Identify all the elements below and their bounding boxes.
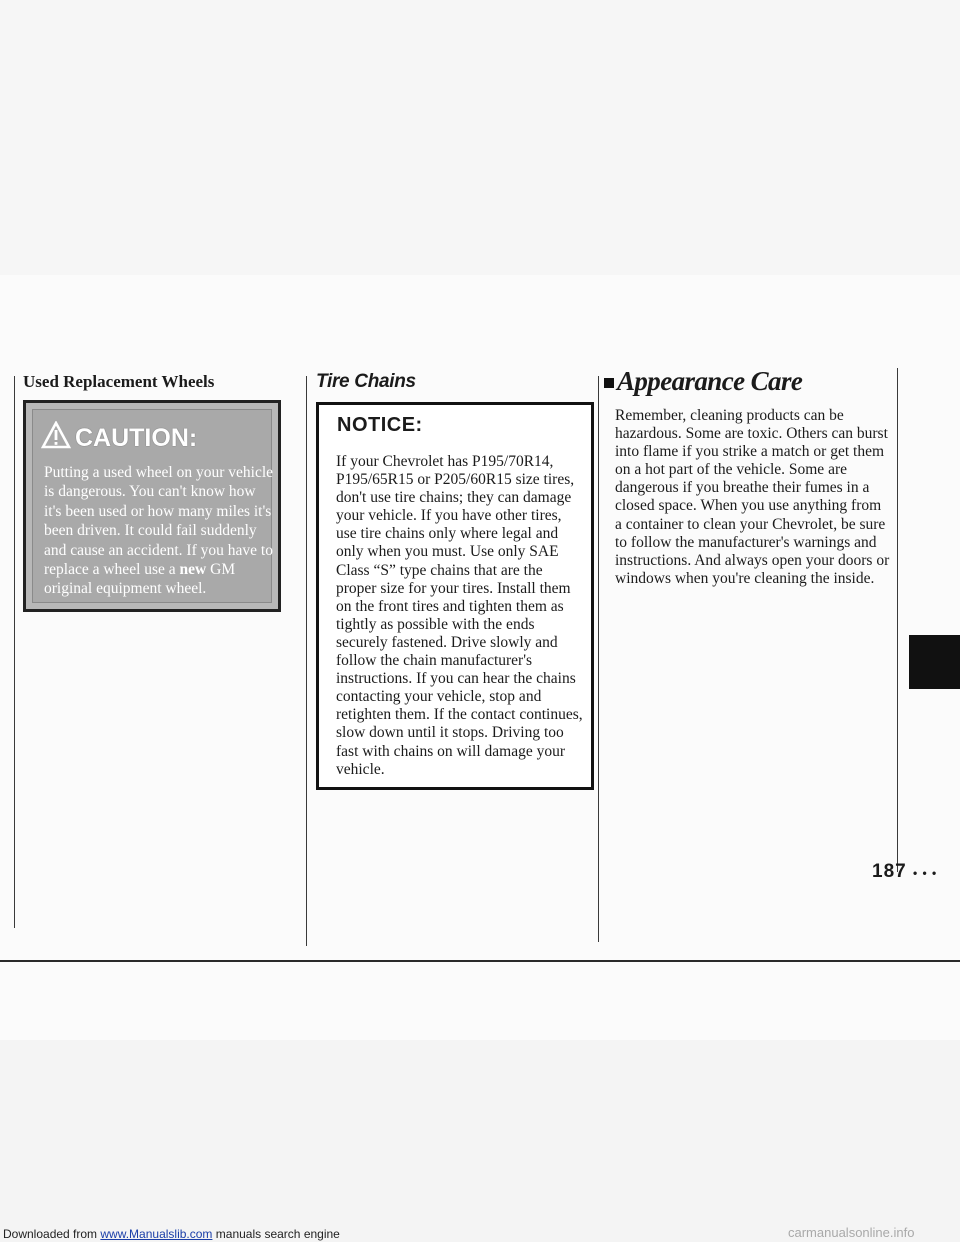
caution-text-part: GM original equipment wheel.: [44, 561, 236, 598]
caution-text-part: Putting a used wheel on your vehicle is dangerous. You can't know how it's been used or how many miles it's been driven. It could fail suddenly and cause an accident. If you have to replace a wheel use a: [44, 464, 274, 579]
caution-text-emphasis: new: [179, 561, 207, 579]
page-number-dots: • • •: [912, 866, 938, 880]
appearance-care-heading: Appearance Care: [617, 366, 803, 396]
notice-title: NOTICE:: [337, 414, 423, 436]
caution-panel: [32, 409, 272, 603]
caution-box: [23, 400, 281, 612]
appearance-care-text: Remember, cleaning products can be hazardous. Some are toxic. Others can burst into flame if you strike a match or get them on a hot part of the vehicle. Some are dangerous if you breathe their fumes in a closed space. When you use anything from a container to clean your Chevrolet, be sure to follow the manufacturer's warnings and instructions. And always open your doors or windows when you're cleaning the inside.: [615, 407, 890, 587]
manualslib-link[interactable]: www.Manualslib.com: [100, 1227, 213, 1241]
section-tab-marker: [909, 635, 960, 689]
footer-suffix: manuals search engine: [212, 1227, 340, 1241]
watermark-text: carmanualsonline.info: [788, 1225, 915, 1240]
page-top-margin: [0, 0, 960, 275]
column-divider-edge: [897, 368, 898, 872]
footer-rule: [0, 960, 960, 962]
page-bottom-margin: [0, 1040, 960, 1242]
column-divider-right: [598, 376, 599, 942]
square-bullet-icon: [604, 378, 614, 388]
column-divider-left: [14, 376, 15, 928]
download-footer: [3, 1227, 340, 1241]
page-number: [872, 861, 937, 883]
caution-title: CAUTION:: [75, 424, 198, 452]
notice-text: If your Chevrolet has P195/70R14, P195/65R15 or P205/60R15 size tires, don't use tire chains; they can damage your vehicle. If you have other tires, use tire chains only where legal and only when you must. Use only SAE Class “S” type chains that are the proper size for your tires. Install them on the front tires and tighten them as tightly as possible with the ends securely fastened. Drive slowly and follow the chain manufacturer's instructions. If you can hear the chains contacting your vehicle, stop and retighten them. If the contact continues, slow down until it stops. Driving too fast with chains on will damage your vehicle.: [336, 453, 583, 778]
tire-chains-heading: Tire Chains: [316, 371, 416, 392]
used-replacement-wheels-heading: Used Replacement Wheels: [23, 372, 215, 391]
caution-text: [44, 463, 276, 599]
column-divider-middle: [306, 376, 307, 946]
footer-prefix: Downloaded from: [3, 1227, 101, 1241]
warning-triangle-icon: [41, 421, 71, 449]
notice-box: [316, 402, 594, 790]
page-number-value: 187: [872, 861, 907, 882]
